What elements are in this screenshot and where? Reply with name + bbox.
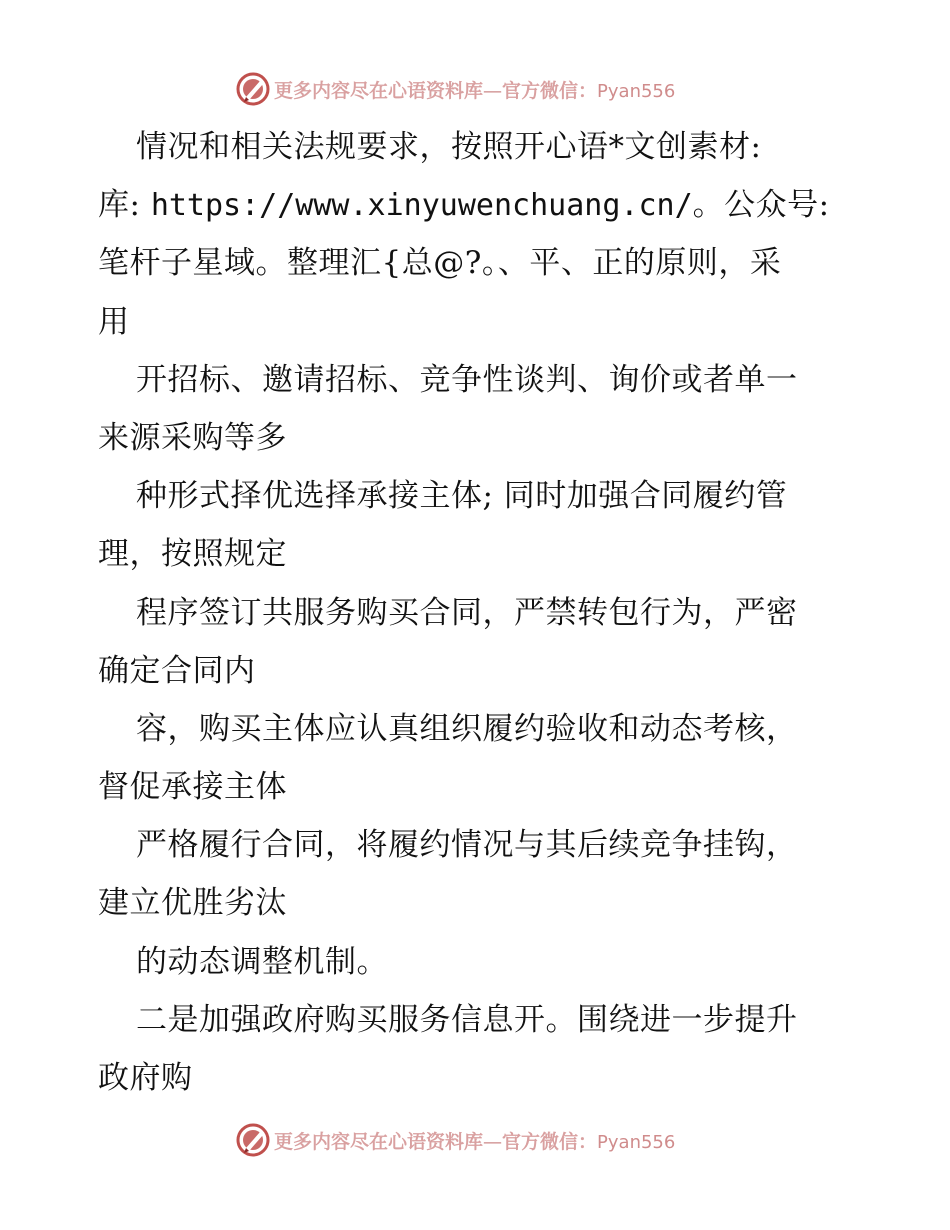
watermark-banner-bottom bbox=[236, 1123, 716, 1157]
text-line: 开招标、邀请招标、竞争性谈判、询价或者单一 bbox=[136, 361, 798, 398]
text-line: 严格履行合同，将履约情况与其后续竞争挂钩， bbox=[136, 827, 798, 864]
text-line: 确定合同内 bbox=[98, 652, 256, 689]
text-line: 库: https://www.xinyuwenchuang.cn/。公众号: bbox=[98, 187, 830, 224]
text-line: 程序签订共服务购买合同，严禁转包行为，严密 bbox=[136, 594, 798, 631]
text-line: 二是加强政府购买服务信息开。围绕进一步提升 bbox=[136, 1001, 798, 1038]
text-line: 种形式择优选择承接主体; 同时加强合同履约管 bbox=[136, 478, 788, 515]
text-line: 督促承接主体 bbox=[98, 769, 287, 806]
text-line: 建立优胜劣汰 bbox=[98, 885, 287, 922]
text-line: 政府购 bbox=[98, 1060, 193, 1096]
text-line: 来源采购等多 bbox=[98, 419, 287, 456]
url-text: https://www.xinyuwenchuang.cn/ bbox=[150, 188, 693, 224]
watermark-text: 更多内容尽在心语资料库—官方微信：Pyan556 bbox=[274, 1130, 676, 1153]
logo-icon bbox=[236, 1123, 270, 1157]
text-line: 笔杆子星域。整理汇{总@?。、平、正的原则，采 bbox=[98, 245, 782, 282]
document-body bbox=[98, 118, 858, 1107]
logo-icon bbox=[236, 72, 270, 106]
text-line: 的动态调整机制。 bbox=[136, 943, 388, 980]
watermark-text: 更多内容尽在心语资料库—官方微信：Pyan556 bbox=[274, 79, 676, 102]
text-line: 理，按照规定 bbox=[98, 536, 287, 573]
text-line: 容，购买主体应认真组织履约验收和动态考核， bbox=[136, 710, 798, 747]
watermark-banner-top bbox=[236, 72, 716, 106]
text-line: 情况和相关法规要求，按照开心语*文创素材: bbox=[136, 129, 762, 165]
text-line: 用 bbox=[98, 303, 130, 340]
